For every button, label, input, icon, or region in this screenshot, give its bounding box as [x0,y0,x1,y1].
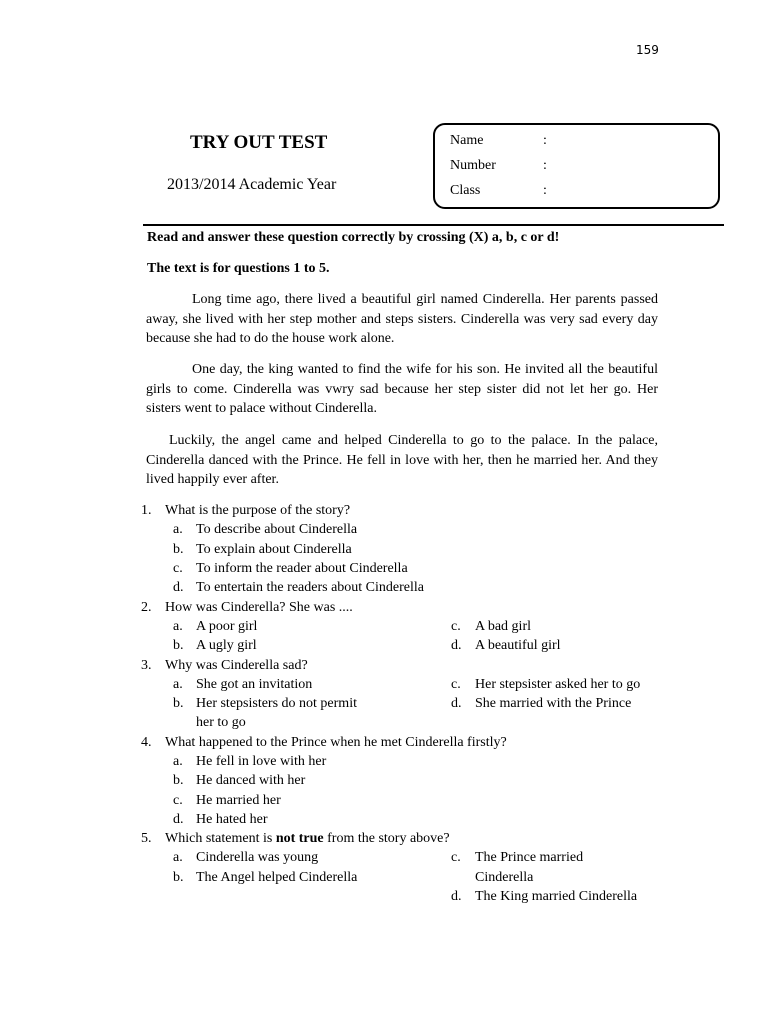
option-letter: c. [173,793,183,808]
option-text-continued: her to go [196,715,246,730]
option-letter: a. [173,522,183,537]
option-letter: c. [451,850,461,865]
question-text: What is the purpose of the story? [165,503,351,518]
option-letter: d. [451,696,462,711]
option-letter: a. [173,850,183,865]
question-number: 3. [141,658,152,673]
page-number: 159 [636,43,659,57]
question-number: 5. [141,831,152,846]
question-text-emphasis: not true [275,831,324,846]
question-number: 4. [141,735,152,750]
question-text-part: from the story above? [323,831,450,846]
option-letter: d. [173,812,184,827]
option-letter: d. [173,580,184,595]
option-text-continued: Cinderella [475,870,534,885]
question-number: 2. [141,600,152,615]
class-colon: : [543,183,547,198]
option-text: Her stepsisters do not permit [196,696,357,711]
option-letter: a. [173,619,183,634]
option-letter: b. [173,542,184,557]
name-colon: : [543,133,547,148]
option-letter: d. [451,889,462,904]
option-text: A bad girl [475,619,531,634]
option-letter: b. [173,638,184,653]
paragraph-3: Luckily, the angel came and helped Cinderella to go to the palace. In the palace, Cinderella danced with the Prince. He fell in love with her, then he married her. And they lived happily ever after. [146,433,658,487]
option-text: To entertain the readers about Cinderella [196,580,424,595]
question-number: 1. [141,503,152,518]
question-text [165,829,450,848]
option-text: The Prince married [475,850,584,865]
question-text-part: Which statement is [165,831,276,846]
header-divider [143,224,724,226]
option-text: To explain about Cinderella [196,542,352,557]
number-colon: : [543,158,547,173]
option-letter: d. [451,638,462,653]
option-text: The King married Cinderella [475,889,638,904]
number-label: Number [450,158,496,173]
option-text: She got an invitation [196,677,313,692]
option-text: To describe about Cinderella [196,522,358,537]
text-note: The text is for questions 1 to 5. [147,261,330,276]
paragraph-2: One day, the king wanted to find the wife for his son. He invited all the beautiful girls to come. Cinderella was vwry sad because her step sister did not let her go. Her sisters went to palace without Cinderella. [146,362,658,416]
option-letter: b. [173,870,184,885]
class-field [450,183,547,199]
name-label: Name [450,133,484,148]
option-text: A ugly girl [196,638,257,653]
option-text: Cinderella was young [196,850,319,865]
option-letter: c. [173,561,183,576]
name-field [450,133,547,149]
option-letter: c. [451,677,461,692]
option-letter: b. [173,773,184,788]
option-text: He married her [196,793,281,808]
option-text: A poor girl [196,619,258,634]
question-text: What happened to the Prince when he met Cinderella firstly? [165,735,507,750]
number-field [450,158,547,174]
option-text: Her stepsister asked her to go [475,677,641,692]
option-text: He fell in love with her [196,754,327,769]
class-label: Class [450,183,481,198]
option-text: The Angel helped Cinderella [196,870,358,885]
option-text: She married with the Prince [475,696,632,711]
instruction: Read and answer these question correctly by crossing (X) a, b, c or d! [147,230,560,245]
option-letter: a. [173,677,183,692]
option-text: He danced with her [196,773,306,788]
academic-year: 2013/2014 Academic Year [167,176,337,193]
paragraph-1: Long time ago, there lived a beautiful girl named Cinderella. Her parents passed away, she lived with her step mother and steps sisters. Cinderella was very sad every day because she had to do the house work alone. [146,292,658,346]
student-info-box [433,123,720,209]
question-text: How was Cinderella? She was .... [165,600,353,615]
option-text: A beautiful girl [475,638,561,653]
option-letter: a. [173,754,183,769]
option-letter: b. [173,696,184,711]
option-text: He hated her [196,812,268,827]
question-text: Why was Cinderella sad? [165,658,308,673]
test-title: TRY OUT TEST [190,132,328,153]
option-letter: c. [451,619,461,634]
option-text: To inform the reader about Cinderella [196,561,408,576]
